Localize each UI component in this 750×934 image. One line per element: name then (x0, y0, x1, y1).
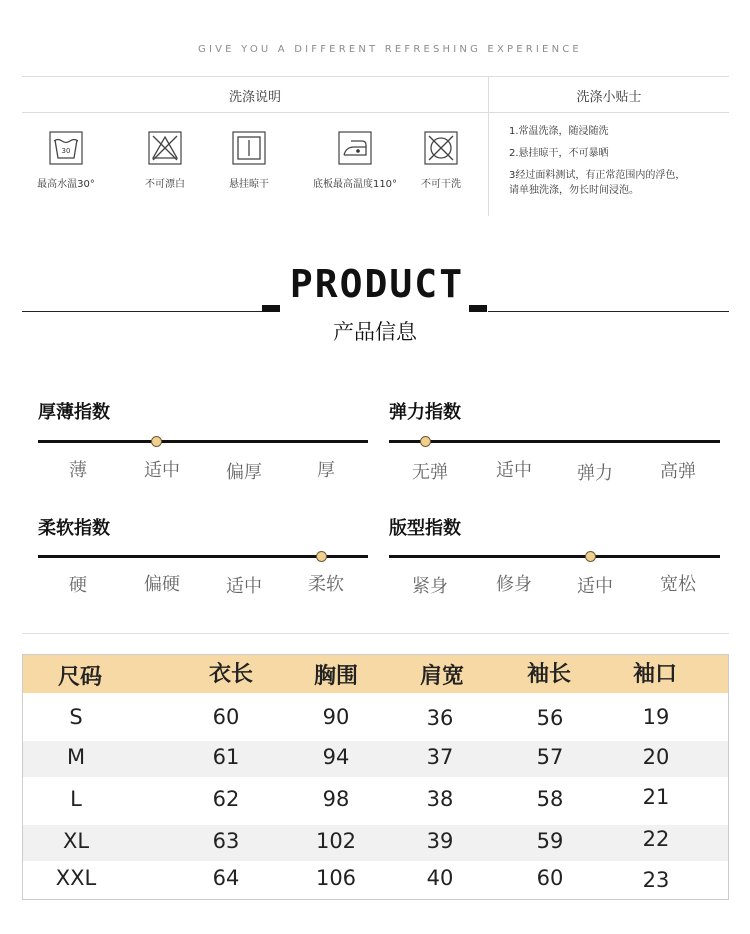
cell-cuff: 23 (642, 868, 670, 892)
elasticity-label: 适中 (496, 460, 532, 481)
fit-index-knob (585, 551, 596, 562)
cell-length: 64 (212, 866, 240, 890)
care-label-no-bleach: 不可漂白 (145, 179, 185, 190)
product-rule-left (22, 311, 262, 312)
header-length: 衣长 (208, 662, 253, 687)
product-dash-right (469, 305, 487, 312)
tip-line: 请单独洗涤，勿长时间浸泡。 (509, 185, 639, 196)
care-tips-title: 洗涤小贴士 (576, 90, 642, 105)
no-dry-clean-icon (424, 131, 458, 165)
softness-label: 柔软 (308, 574, 344, 595)
thickness-index-knob (151, 436, 162, 447)
product-subtitle: 产品信息 (333, 320, 417, 344)
care-item-wash (21, 131, 111, 190)
wash-30-icon (49, 131, 83, 165)
cell-length: 60 (212, 705, 240, 729)
tip-line: 2.悬挂晾干，不可暴晒 (509, 148, 609, 159)
fit-index-track (389, 555, 720, 558)
section-divider (22, 633, 729, 634)
thickness-label: 偏厚 (226, 462, 262, 483)
elasticity-label: 无弹 (412, 462, 448, 483)
cell-size: L (70, 787, 82, 811)
table-row (23, 701, 728, 737)
cell-sleeve: 56 (536, 706, 564, 730)
cell-chest: 90 (322, 705, 350, 729)
cell-chest: 94 (322, 745, 350, 769)
elasticity-label: 弹力 (577, 463, 613, 484)
fit-label: 修身 (496, 574, 532, 595)
cell-sleeve: 58 (536, 787, 564, 811)
line-dry-icon (232, 131, 266, 165)
size-table (22, 654, 729, 900)
cell-size: XL (62, 829, 90, 853)
iron-110-icon (338, 131, 372, 165)
cell-chest: 98 (322, 787, 350, 811)
header-sleeve: 袖长 (526, 662, 571, 687)
header-shoulder: 肩宽 (419, 664, 464, 689)
care-label-no-dry-clean: 不可干洗 (421, 179, 461, 190)
softness-label: 适中 (226, 576, 262, 597)
cell-sleeve: 59 (536, 829, 564, 853)
header-chest: 胸围 (313, 664, 358, 689)
elasticity-index-title: 弹力指数 (389, 402, 461, 423)
table-row (23, 825, 728, 861)
cell-size: S (69, 705, 83, 729)
softness-label: 偏硬 (144, 574, 180, 595)
thickness-index-track (38, 440, 368, 443)
elasticity-index-knob (420, 436, 431, 447)
care-label-wash: 最高水温30° (37, 179, 95, 190)
thickness-index-title: 厚薄指数 (38, 402, 110, 423)
cell-chest: 102 (315, 829, 357, 853)
header-size: 尺码 (57, 665, 102, 690)
care-instructions-title: 洗涤说明 (228, 90, 281, 105)
cell-size: M (66, 745, 86, 769)
product-title: PRODUCT (289, 262, 465, 306)
cell-size: XXL (55, 866, 97, 890)
fit-label: 宽松 (660, 574, 696, 595)
softness-index-title: 柔软指数 (38, 518, 110, 539)
fit-label: 紧身 (412, 576, 448, 597)
cell-cuff: 20 (642, 745, 670, 769)
thickness-label: 薄 (69, 460, 87, 481)
cell-shoulder: 37 (426, 745, 454, 769)
cell-sleeve: 60 (536, 866, 564, 890)
care-label-line-dry: 悬挂晾干 (229, 179, 269, 190)
care-item-line-dry (204, 131, 294, 190)
care-label-iron: 底板最高温度110° (312, 179, 398, 190)
thickness-label: 适中 (144, 460, 180, 481)
cell-length: 63 (212, 829, 240, 853)
table-row (23, 741, 728, 777)
table-row (23, 862, 728, 898)
tip-line: 3经过面料测试，有正常范围内的浮色， (509, 170, 686, 181)
care-item-no-dry-clean (396, 131, 486, 190)
elasticity-label: 高弹 (660, 461, 696, 482)
header-cuff: 袖口 (632, 662, 677, 687)
care-tips-list (509, 124, 739, 205)
cell-cuff: 22 (642, 827, 670, 851)
product-rule-right (488, 311, 729, 312)
product-dash-left (262, 305, 280, 312)
cell-shoulder: 38 (426, 787, 454, 811)
care-header-divider (22, 112, 729, 113)
fit-label: 适中 (577, 576, 613, 597)
care-top-divider (22, 76, 729, 77)
tagline: GIVE YOU A DIFFERENT REFRESHING EXPERIENCE (198, 44, 582, 55)
cell-length: 61 (212, 745, 240, 769)
size-table-header (23, 655, 728, 693)
care-item-iron (310, 131, 400, 190)
fit-index-title: 版型指数 (389, 518, 461, 539)
softness-index-knob (316, 551, 327, 562)
cell-chest: 106 (315, 866, 357, 890)
wash-temp-badge: 30 (61, 147, 71, 155)
cell-length: 62 (212, 787, 240, 811)
cell-sleeve: 57 (536, 745, 564, 769)
softness-label: 硬 (69, 575, 87, 596)
cell-cuff: 19 (642, 705, 670, 729)
no-bleach-icon (148, 131, 182, 165)
care-item-no-bleach (120, 131, 210, 190)
cell-shoulder: 39 (426, 829, 454, 853)
elasticity-index-track (389, 440, 720, 443)
thickness-label: 厚 (317, 460, 335, 481)
cell-shoulder: 36 (426, 706, 454, 730)
table-row (23, 783, 728, 819)
tip-line: 1.常温洗涤，随浸随洗 (509, 126, 609, 137)
cell-shoulder: 40 (426, 866, 454, 890)
cell-cuff: 21 (642, 785, 670, 809)
